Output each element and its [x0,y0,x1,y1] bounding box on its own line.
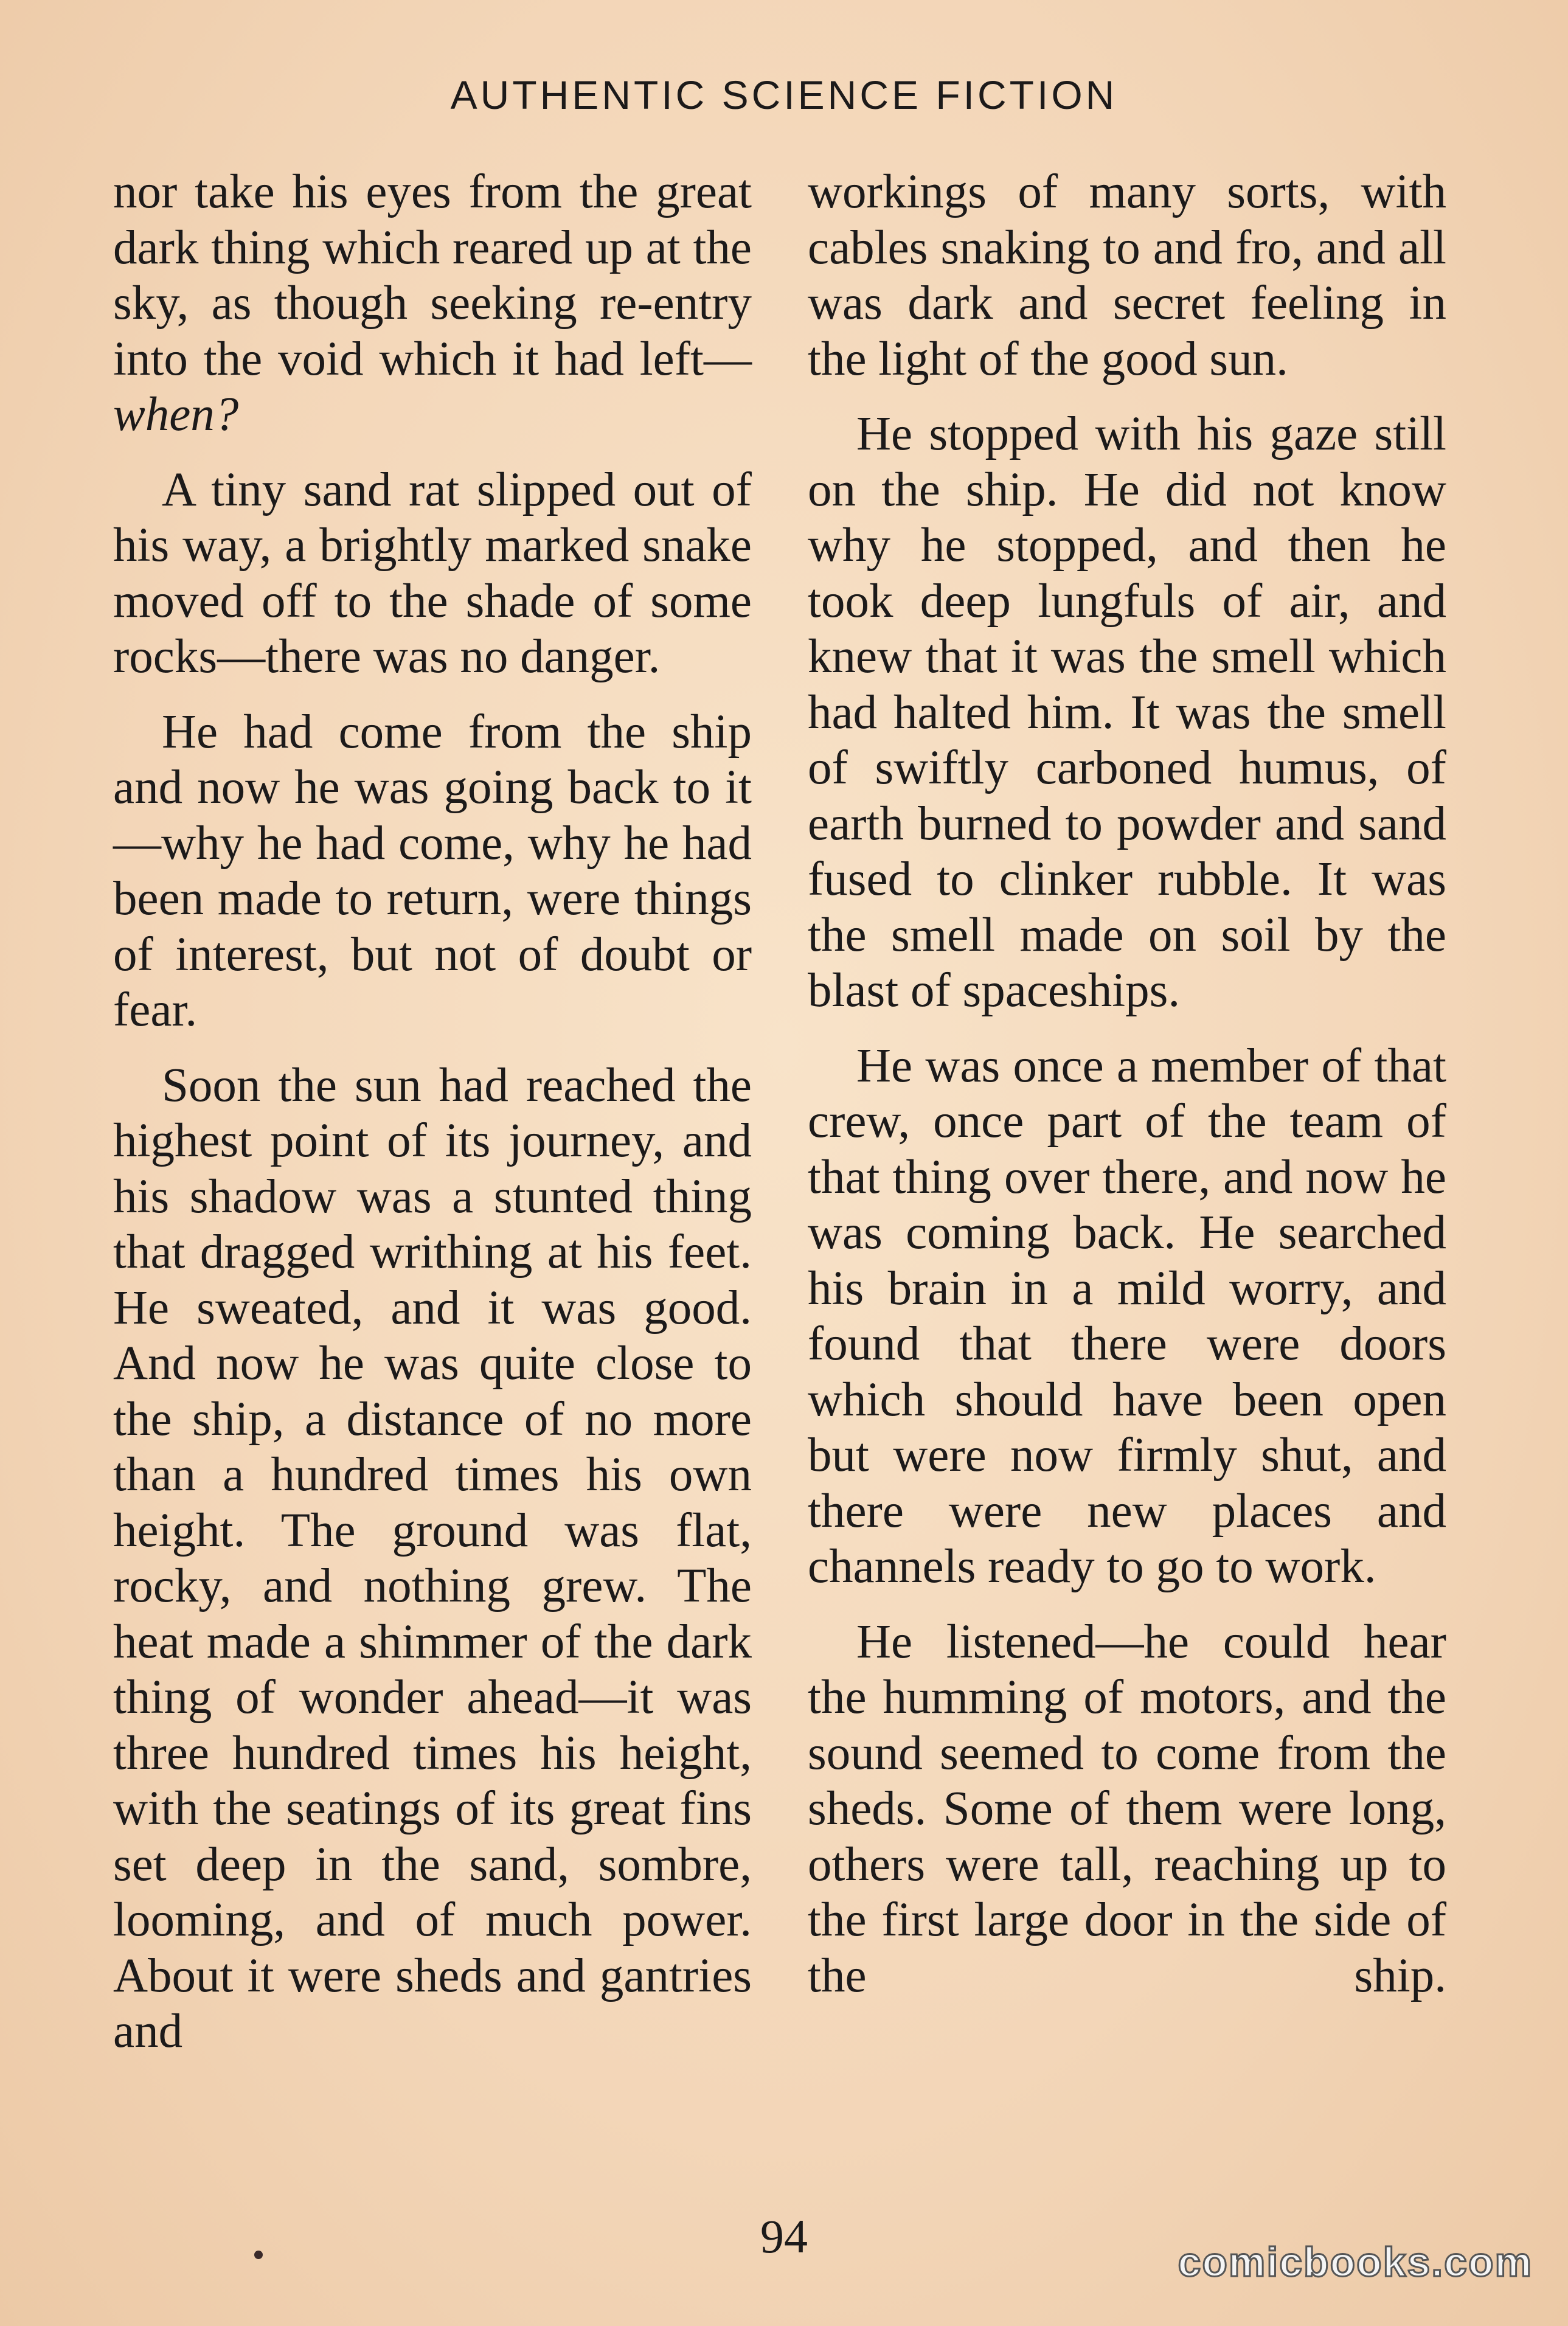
paragraph: He was once a member of that crew, once part of the team of that thing over there, and now he was coming back. He searched his brain in a mild worry, and found that there were doors which should have been open but were now firmly shut, and there were new places and channels ready to go to work. [808,1039,1446,1593]
right-column [808,164,1446,2004]
paragraph-text: nor take his eyes from the great dark thing which reared up at the sky, as though seeking re-entry into the void which it had left— [113,165,752,386]
italic-word: when? [113,388,239,441]
paragraph: Soon the sun had reached the highest point of its journey, and his shadow was a stunted thing that dragged writhing at his feet. He sweated, and it was good. And now he was quite close to the ship, a distance of no more than a hundred times his own height. The ground was flat, rocky, and nothing grew. The heat made a shimmer of the dark thing of wonder ahead—it was three hundred times his height, with the seatings of its great fins set deep in the sand, sombre, looming, and of much power. About it were sheds and gantries and [113,1058,752,2058]
page-number: 94 [760,2210,808,2263]
paragraph: He stopped with his gaze still on the ship. He did not know why he stopped, and then he took deep lungfuls of air, and knew that it was the smell which had halted him. It was the smell of swiftly carboned humus, of earth burned to powder and sand fused to clinker rubble. It was the smell made on soil by the blast of spaceships. [808,408,1446,1017]
ink-speck [254,2251,263,2259]
paragraph: A tiny sand rat slipped out of his way, a brightly marked snake moved off to the shade of some rocks—there was no danger. [113,463,752,683]
watermark: comicbooks.com [1178,2239,1533,2285]
paragraph: He listened—he could hear the humming of motors, and the sound seemed to come from the sheds. Some of them were long, others were tall, reaching up to the first large door in the side of the ship. [808,1615,1446,2002]
running-head: AUTHENTIC SCIENCE FICTION [450,72,1118,117]
paragraph: He had come from the ship and now he was going back to it—why he had come, why he had been made to return, were things of interest, but not of doubt or fear. [113,705,752,1036]
paragraph [113,164,752,443]
paragraph: workings of many sorts, with cables snaking to and fro, and all was dark and secret feeling in the light of the good sun. [808,165,1446,386]
left-column [113,164,752,2060]
